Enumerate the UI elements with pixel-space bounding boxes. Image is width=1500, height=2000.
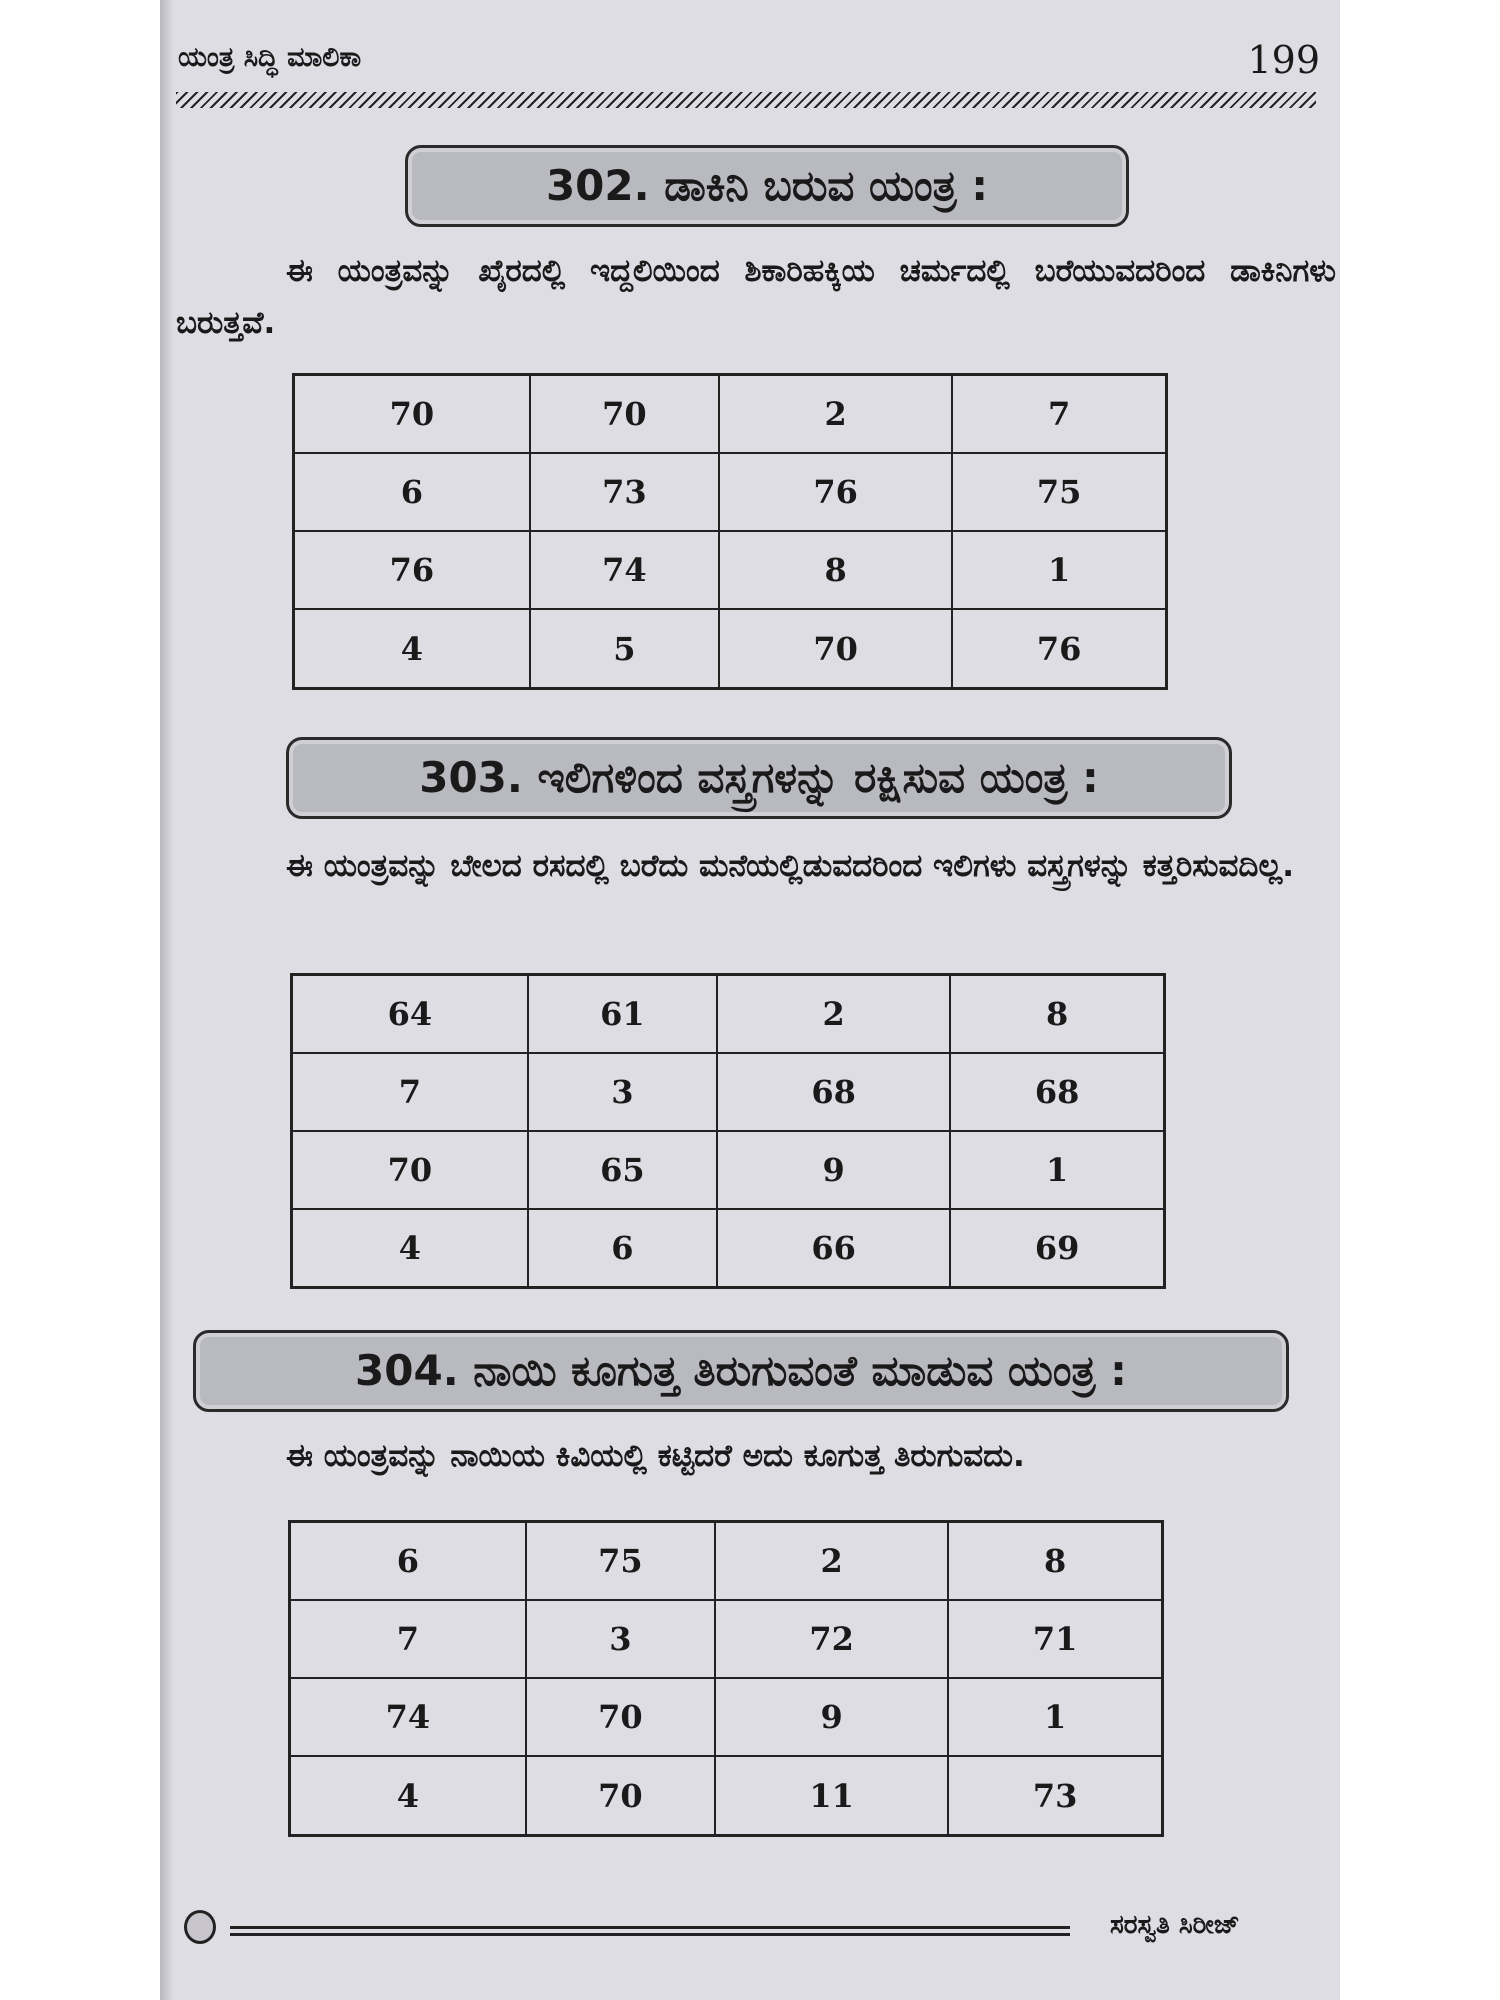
grid-cell: 70 bbox=[719, 609, 952, 688]
grid-cell: 9 bbox=[717, 1131, 950, 1209]
grid-cell: 74 bbox=[530, 531, 719, 609]
grid-cell: 64 bbox=[292, 975, 528, 1054]
grid-cell: 6 bbox=[294, 453, 530, 531]
grid-cell: 3 bbox=[526, 1600, 715, 1678]
grid-cell: 9 bbox=[715, 1678, 948, 1756]
grid-cell: 11 bbox=[715, 1756, 948, 1835]
grid-cell: 2 bbox=[715, 1522, 948, 1601]
grid-cell: 7 bbox=[952, 375, 1166, 454]
grid-cell: 68 bbox=[717, 1053, 950, 1131]
grid-cell: 75 bbox=[526, 1522, 715, 1601]
grid-cell: 8 bbox=[950, 975, 1164, 1054]
grid-cell: 73 bbox=[948, 1756, 1162, 1835]
section-description-304: ಈ ಯಂತ್ರವನ್ನು ನಾಯಿಯ ಕಿವಿಯಲ್ಲಿ ಕಟ್ಟಿದರೆ ಅದು ಕೂಗುತ್ತ ತಿರುಗುವದು. bbox=[286, 1438, 1025, 1474]
grid-cell: 70 bbox=[526, 1756, 715, 1835]
section-title-302: 302. ಡಾಕಿನಿ ಬರುವ ಯಂತ್ರ : bbox=[405, 145, 1129, 227]
grid-cell: 72 bbox=[715, 1600, 948, 1678]
grid-cell: 70 bbox=[530, 375, 719, 454]
page-edge-shadow bbox=[160, 0, 174, 2000]
footer-divider bbox=[230, 1926, 1070, 1936]
grid-cell: 5 bbox=[530, 609, 719, 688]
grid-row bbox=[294, 609, 1167, 688]
section-description-302: ಈ ಯಂತ್ರವನ್ನು ಖೈರದಲ್ಲಿ ಇದ್ದಲಿಯಿಂದ ಶಿಕಾರಿಹಕ್ಕಿಯ ಚರ್ಮದಲ್ಲಿ ಬರೆಯುವದರಿಂದ ಡಾಕಿನಿಗಳು ಬರುತ್ತವೆ. bbox=[176, 253, 1336, 341]
grid-cell: 73 bbox=[530, 453, 719, 531]
grid-cell: 75 bbox=[952, 453, 1166, 531]
grid-cell: 6 bbox=[528, 1209, 717, 1288]
grid-cell: 70 bbox=[294, 375, 530, 454]
page-number: 199 bbox=[1247, 38, 1320, 82]
yantra-grid-303 bbox=[290, 973, 1166, 1289]
running-header-title: ಯಂತ್ರ ಸಿದ್ಧಿ ಮಾಲಿಕಾ bbox=[178, 42, 362, 73]
grid-row bbox=[294, 375, 1167, 454]
grid-cell: 8 bbox=[719, 531, 952, 609]
grid-cell: 71 bbox=[948, 1600, 1162, 1678]
grid-cell: 76 bbox=[719, 453, 952, 531]
grid-cell: 6 bbox=[290, 1522, 526, 1601]
grid-cell: 4 bbox=[292, 1209, 528, 1288]
grid-cell: 8 bbox=[948, 1522, 1162, 1601]
grid-row bbox=[292, 1209, 1165, 1288]
header-divider bbox=[176, 92, 1316, 108]
section-title-303: 303. ಇಲಿಗಳಿಂದ ವಸ್ತ್ರಗಳನ್ನು ರಕ್ಷಿಸುವ ಯಂತ್ರ : bbox=[286, 737, 1232, 819]
grid-cell: 76 bbox=[952, 609, 1166, 688]
section-title-304: 304. ನಾಯಿ ಕೂಗುತ್ತ ತಿರುಗುವಂತೆ ಮಾಡುವ ಯಂತ್ರ : bbox=[193, 1330, 1289, 1412]
section-description-303: ಈ ಯಂತ್ರವನ್ನು ಬೇಲದ ರಸದಲ್ಲಿ ಬರೆದು ಮನೆಯಲ್ಲಿಡುವದರಿಂದ ಇಲಿಗಳು ವಸ್ತ್ರಗಳನ್ನು ಕತ್ತರಿಸುವದಿಲ್ಲ. bbox=[286, 848, 1294, 884]
grid-cell: 2 bbox=[717, 975, 950, 1054]
yantra-grid-302 bbox=[292, 373, 1168, 690]
yantra-grid-304 bbox=[288, 1520, 1164, 1837]
grid-cell: 69 bbox=[950, 1209, 1164, 1288]
grid-cell: 1 bbox=[950, 1131, 1164, 1209]
grid-row bbox=[294, 531, 1167, 609]
grid-cell: 1 bbox=[948, 1678, 1162, 1756]
grid-cell: 2 bbox=[719, 375, 952, 454]
grid-cell: 3 bbox=[528, 1053, 717, 1131]
grid-row bbox=[292, 1053, 1165, 1131]
grid-cell: 7 bbox=[290, 1600, 526, 1678]
grid-row bbox=[292, 975, 1165, 1054]
grid-cell: 66 bbox=[717, 1209, 950, 1288]
grid-cell: 65 bbox=[528, 1131, 717, 1209]
grid-cell: 68 bbox=[950, 1053, 1164, 1131]
grid-cell: 7 bbox=[292, 1053, 528, 1131]
grid-cell: 74 bbox=[290, 1678, 526, 1756]
grid-cell: 4 bbox=[290, 1756, 526, 1835]
grid-row bbox=[290, 1522, 1163, 1601]
footer-series-name: ಸರಸ್ವತಿ ಸಿರೀಜ್ bbox=[1110, 1910, 1240, 1940]
grid-row bbox=[294, 453, 1167, 531]
grid-cell: 70 bbox=[526, 1678, 715, 1756]
grid-row bbox=[290, 1678, 1163, 1756]
grid-row bbox=[290, 1600, 1163, 1678]
grid-row bbox=[290, 1756, 1163, 1835]
grid-cell: 70 bbox=[292, 1131, 528, 1209]
grid-cell: 76 bbox=[294, 531, 530, 609]
grid-cell: 1 bbox=[952, 531, 1166, 609]
grid-cell: 4 bbox=[294, 609, 530, 688]
grid-row bbox=[292, 1131, 1165, 1209]
grid-cell: 61 bbox=[528, 975, 717, 1054]
publisher-logo-icon bbox=[184, 1910, 216, 1944]
